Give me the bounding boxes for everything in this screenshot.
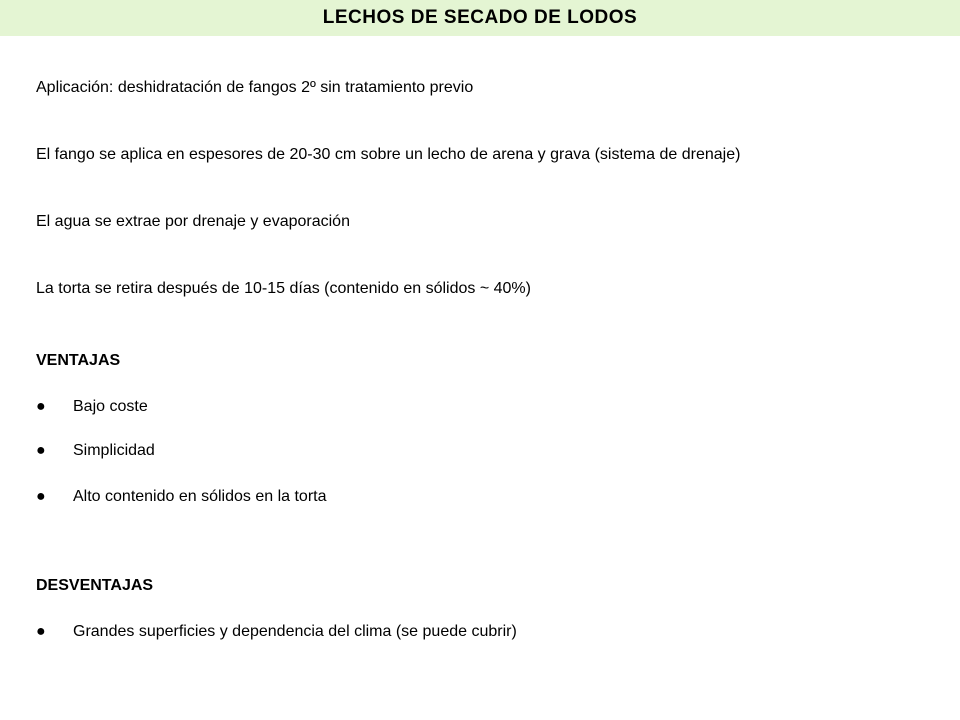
paragraph-water: El agua se extrae por drenaje y evaporación	[36, 213, 350, 230]
paragraph-thickness: El fango se aplica en espesores de 20-30 cm sobre un lecho de arena y grava (sistema de drenaje)	[36, 146, 741, 163]
paragraph-application: Aplicación: deshidratación de fangos 2º sin tratamiento previo	[36, 79, 474, 96]
ventajas-item-label: Alto contenido en sólidos en la torta	[73, 488, 327, 505]
ventajas-item-label: Simplicidad	[73, 442, 155, 459]
ventajas-item	[36, 441, 155, 461]
desventajas-item-label: Grandes superficies y dependencia del clima (se puede cubrir)	[73, 623, 517, 640]
bullet-icon: ●	[36, 398, 46, 415]
desventajas-item	[36, 622, 517, 642]
title-bar	[0, 0, 960, 36]
page-title: LECHOS DE SECADO DE LODOS	[322, 7, 638, 28]
desventajas-heading: DESVENTAJAS	[36, 577, 154, 594]
ventajas-item	[36, 397, 148, 417]
bullet-icon: ●	[36, 488, 46, 505]
bullet-icon: ●	[36, 442, 46, 459]
ventajas-heading: VENTAJAS	[36, 352, 121, 369]
bullet-icon: ●	[36, 623, 46, 640]
paragraph-cake: La torta se retira después de 10-15 días (contenido en sólidos ~ 40%)	[36, 280, 531, 297]
ventajas-item-label: Bajo coste	[73, 398, 148, 415]
ventajas-item	[36, 487, 327, 507]
